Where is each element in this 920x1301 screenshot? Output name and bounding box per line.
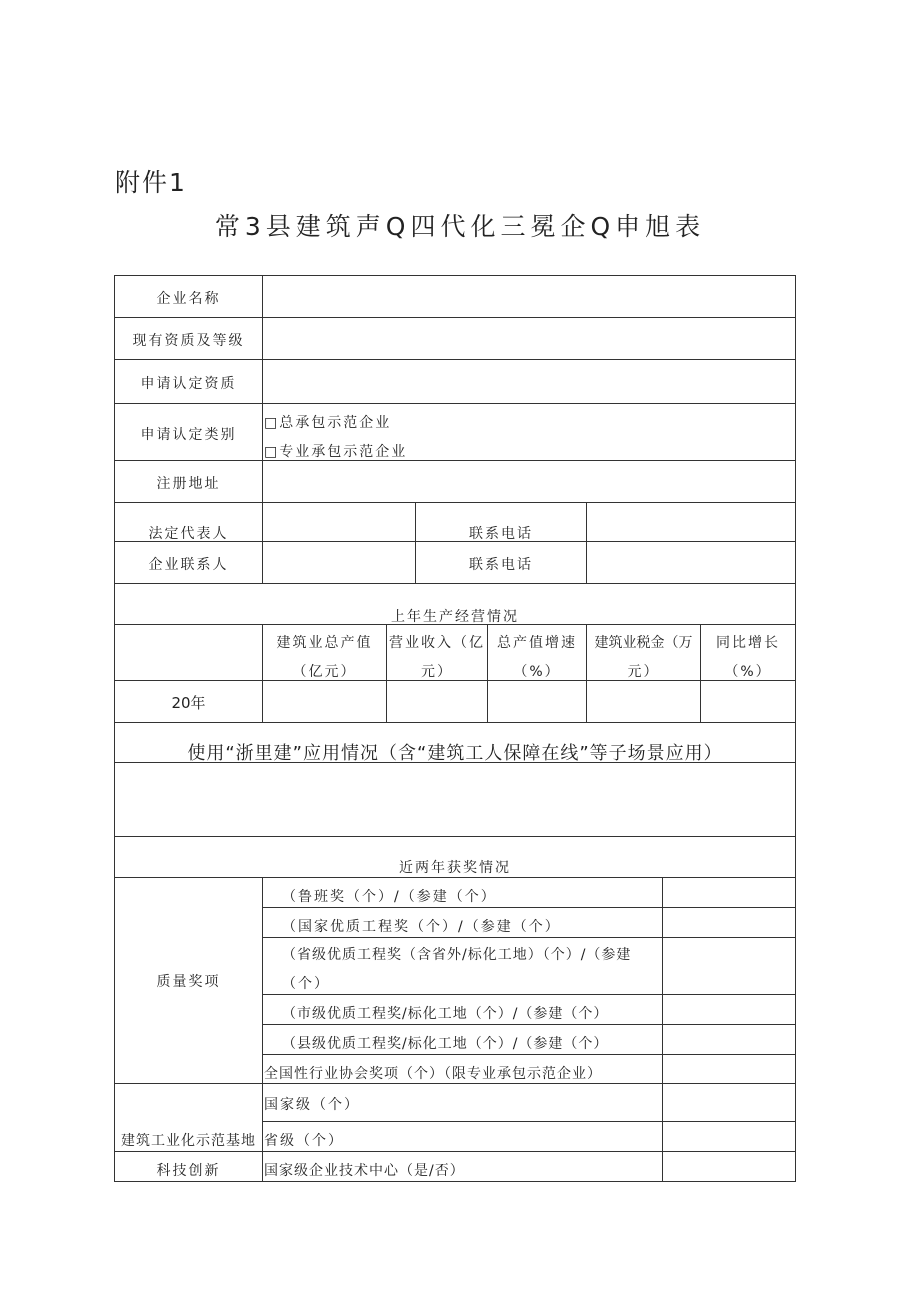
col-growth: 总产值增速: [497, 635, 577, 651]
col-tax: 建筑业税金（万: [594, 635, 693, 651]
base-provincial: 省级（个）: [264, 1133, 344, 1149]
industrialization-base-label: 建筑工业化示范基地: [121, 1133, 256, 1149]
yoy-field[interactable]: [700, 680, 796, 723]
award-value-field[interactable]: [662, 1024, 796, 1055]
col-revenue: 营业收入（亿: [389, 635, 485, 651]
growth-field[interactable]: [487, 680, 587, 723]
col-output-value-unit: （亿元）: [292, 664, 357, 680]
apply-category-label: 申请认定类别: [140, 427, 237, 443]
phone-field[interactable]: [586, 502, 796, 542]
award-city: （市级优质工程奖/标化工地（个）/（参建（个）: [282, 1006, 609, 1022]
phone-label: 联系电话: [469, 557, 533, 573]
address-field[interactable]: [262, 460, 796, 503]
col-yoy-unit: （%）: [724, 664, 772, 680]
production-section-title: 上年生产经营情况: [391, 609, 519, 625]
legal-rep-label: 法定代表人: [148, 526, 229, 542]
tech-center: 国家级企业技术中心（是/否）: [264, 1163, 465, 1179]
phone-field[interactable]: [586, 541, 796, 584]
tech-innovation-label: 科技创新: [156, 1163, 221, 1179]
qualification-label: 现有资质及等级: [132, 333, 245, 349]
col-output-value: 建筑业总产值: [276, 635, 373, 651]
award-value-field[interactable]: [662, 1054, 796, 1084]
year-label: 20年: [171, 694, 206, 712]
col-yoy: 同比增长: [716, 635, 780, 651]
attachment-label: 附件1: [115, 168, 187, 197]
revenue-field[interactable]: [386, 680, 488, 723]
award-value-field[interactable]: [662, 994, 796, 1025]
quality-awards-label: 质量奖项: [156, 974, 221, 990]
apply-qualification-field[interactable]: [262, 359, 796, 404]
award-value-field[interactable]: [662, 877, 796, 908]
tax-field[interactable]: [586, 680, 701, 723]
col-revenue-unit: 元）: [421, 664, 453, 680]
contact-person-label: 企业联系人: [148, 557, 229, 573]
specialty-contract-checkbox[interactable]: □专业承包示范企业: [264, 444, 408, 460]
col-growth-unit: （%）: [513, 664, 561, 680]
award-value-field[interactable]: [662, 937, 796, 995]
award-provincial-cont: （个）: [282, 976, 330, 992]
award-provincial: （省级优质工程奖（含省外/标化工地）（个）/（参建: [282, 947, 632, 963]
award-association: 全国性行业协会奖项（个）（限专业承包示范企业）: [264, 1066, 602, 1082]
zheliijian-title: 使用“浙里建”应用情况（含“建筑工人保障在线”等子场景应用）: [187, 743, 723, 764]
apply-qualification-label: 申请认定资质: [140, 376, 237, 392]
qualification-field[interactable]: [262, 317, 796, 360]
awards-section-title: 近两年获奖情况: [399, 860, 511, 876]
award-county: （县级优质工程奖/标化工地（个）/（参建（个）: [282, 1036, 609, 1052]
award-luban: （鲁班奖（个）/（参建（个）: [282, 889, 497, 905]
award-value-field[interactable]: [662, 1151, 796, 1182]
output-value-field[interactable]: [262, 680, 387, 723]
col-tax-unit: 元）: [627, 664, 660, 680]
company-name-label: 企业名称: [156, 291, 221, 307]
general-contract-checkbox[interactable]: □总承包示范企业: [264, 415, 392, 431]
legal-rep-field[interactable]: [262, 502, 416, 542]
form-title: 常3县建筑声Q四代化三冕企Q申旭表: [214, 212, 706, 241]
contact-person-field[interactable]: [262, 541, 416, 584]
address-label: 注册地址: [156, 476, 221, 492]
award-value-field[interactable]: [662, 1121, 796, 1152]
zheliijian-usage-field[interactable]: [114, 762, 796, 837]
award-national: （国家优质工程奖（个）/（参建（个）: [282, 919, 561, 935]
header-cell: [114, 624, 263, 681]
award-value-field[interactable]: [662, 907, 796, 938]
base-national: 国家级（个）: [264, 1097, 360, 1113]
company-name-field[interactable]: [262, 275, 796, 318]
award-value-field[interactable]: [662, 1083, 796, 1122]
phone-label: 联系电话: [469, 526, 533, 542]
